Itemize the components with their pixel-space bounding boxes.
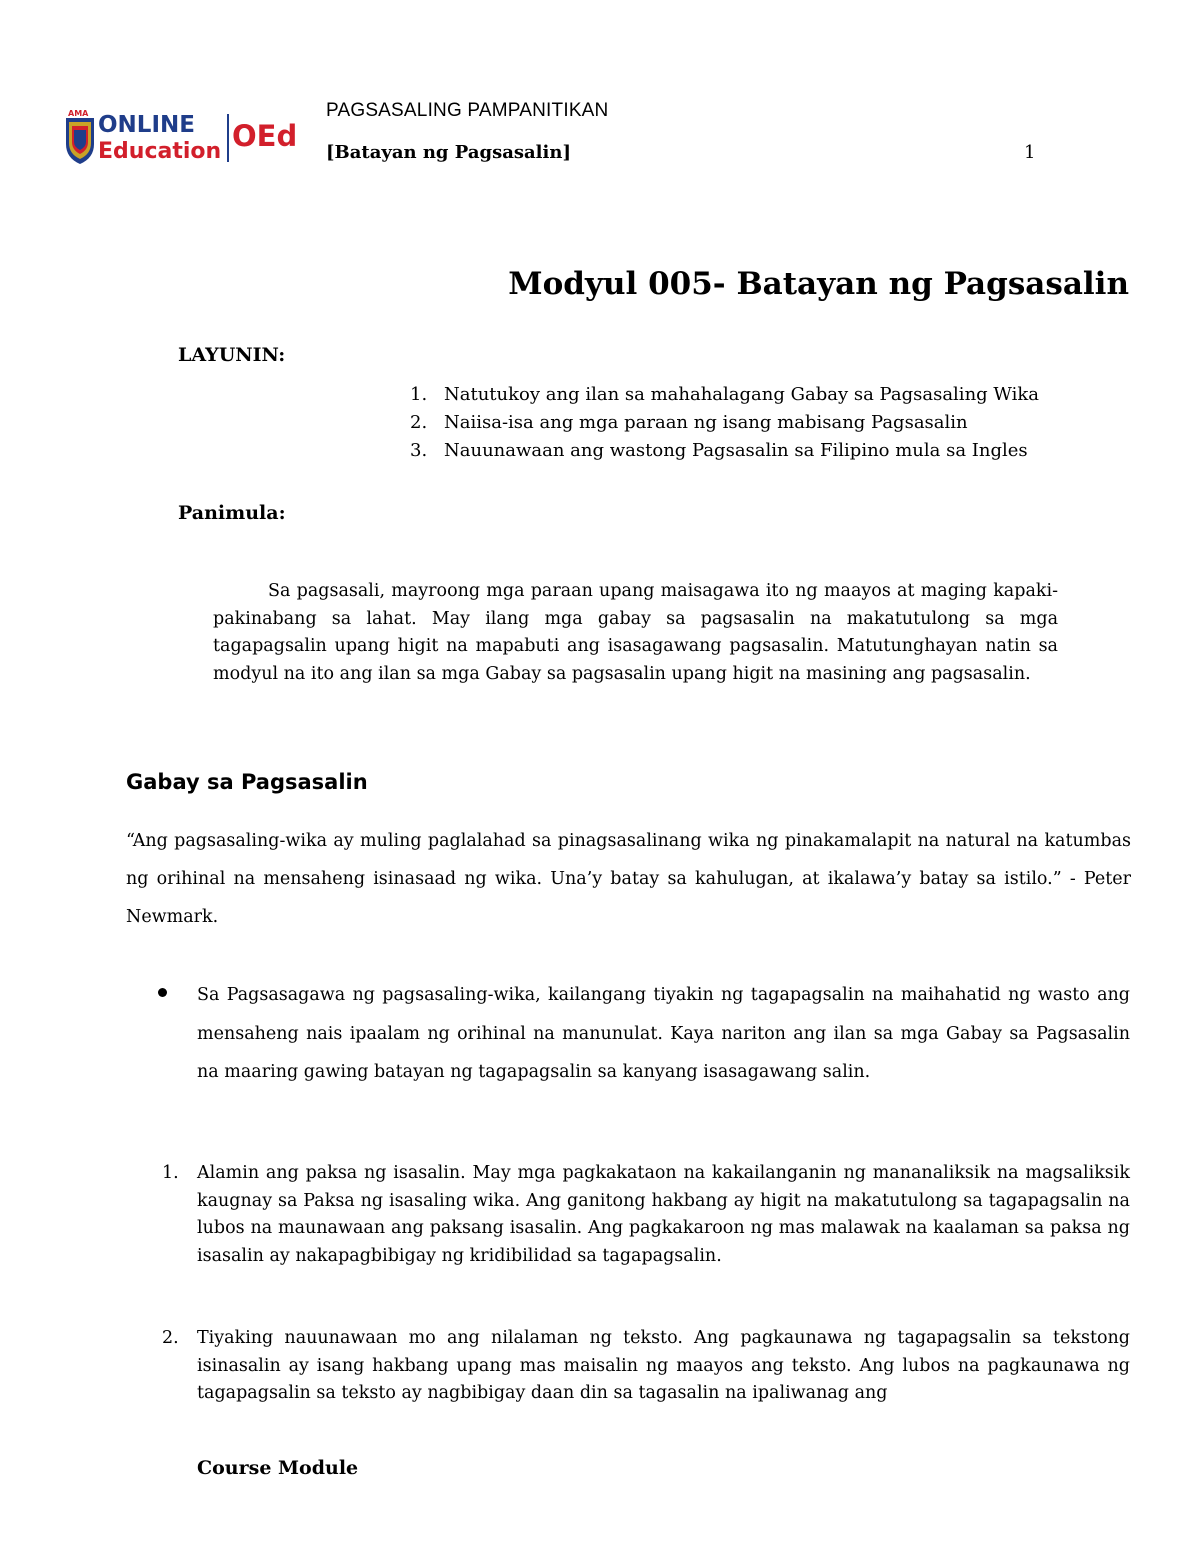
list-item: 2. Naiisa-isa ang mga paraan ng isang mabisang Pagsasalin	[410, 412, 968, 433]
footer-label: Course Module	[197, 1457, 359, 1479]
guide-item-2: Tiyaking nauunawaan mo ang nilalaman ng teksto. Ang pagkaunawa ng tagapagsalin sa tekstong isinasalin ay isang hakbang upang mas maisalin ng maayos ang teksto. Ang lubos na pagkaunawa ng tagapagsalin sa teksto ay nagbibigay daan din sa tagasalin na ipaliwanag ang	[197, 1328, 1130, 1403]
section-heading: Gabay sa Pagsasalin	[126, 770, 368, 794]
course-title: PAGSASALING PAMPANITIKAN	[326, 100, 609, 121]
list-item: 1. Natutukoy ang ilan sa mahahalagang Gabay sa Pagsasaling Wika	[410, 384, 1039, 405]
intro-paragraph: Sa pagsasali, mayroong mga paraan upang maisagawa ito ng maayos at maging kapaki-pakinabang sa lahat. May ilang mga gabay sa pagsasalin na makatutulong sa mga tagapagsalin upang higit na mapabuti ang isasagawang pagsasalin. Matutunghayan natin sa modyul na ito ang ilan sa mga Gabay sa pagsasalin upang higit na masining ang pagsasalin.	[213, 581, 1058, 684]
item-number: 2.	[162, 1328, 179, 1348]
bullet-icon	[158, 988, 167, 997]
newmark-quote: “Ang pagsasaling-wika ay muling paglalahad sa pinagsasalinang wika ng pinakamalapit na natural na katumbas ng orihinal na mensaheng isinasaad ng wika. Una’y batay sa kahulugan, at ikalawa’y batay sa istilo.” - Peter Newmark.	[126, 831, 1131, 927]
logo-oed-text: OEd	[232, 119, 298, 153]
ama-crest-icon	[66, 118, 94, 164]
bullet-paragraph: Sa Pagsasagawa ng pagsasaling-wika, kailangang tiyakin ng tagapagsalin na maihahatid ng wasto ang mensaheng nais ipaalam ng orihinal na manunulat. Kaya nariton ang ilan sa mga Gabay sa Pagsasalin na maaring gawing batayan ng tagapagsalin sa kanyang isasagawang salin.	[197, 985, 1130, 1082]
ama-online-education-logo	[64, 108, 304, 168]
intro-label: Panimula:	[178, 502, 286, 524]
objectives-label: LAYUNIN:	[178, 344, 286, 366]
list-item: 3. Nauunawaan ang wastong Pagsasalin sa Filipino mula sa Ingles	[410, 440, 1028, 461]
module-title: Modyul 005- Batayan ng Pagsasalin	[508, 266, 1129, 302]
page-number: 1	[1024, 142, 1036, 163]
item-number: 1.	[162, 1163, 179, 1183]
objectives-list	[410, 381, 1039, 465]
topic-title: [Batayan ng Pagsasalin]	[326, 142, 571, 163]
logo-online-text: ONLINE	[98, 112, 195, 138]
guide-item-1: Alamin ang paksa ng isasalin. May mga pagkakataon na kakailanganin ng mananaliksik na magsaliksik kaugnay sa Paksa ng isasaling wika. Ang ganitong hakbang ay higit na makatutulong sa tagapagsalin na lubos na maunawaan ang paksang isasalin. Ang pagkakaroon ng mas malawak na kaalaman sa paksa ng isasalin ay nakapagbibigay ng kridibilidad sa tagapagsalin.	[197, 1163, 1130, 1266]
crest-text: AMA	[68, 109, 89, 118]
logo-education-text: Education	[98, 139, 222, 164]
